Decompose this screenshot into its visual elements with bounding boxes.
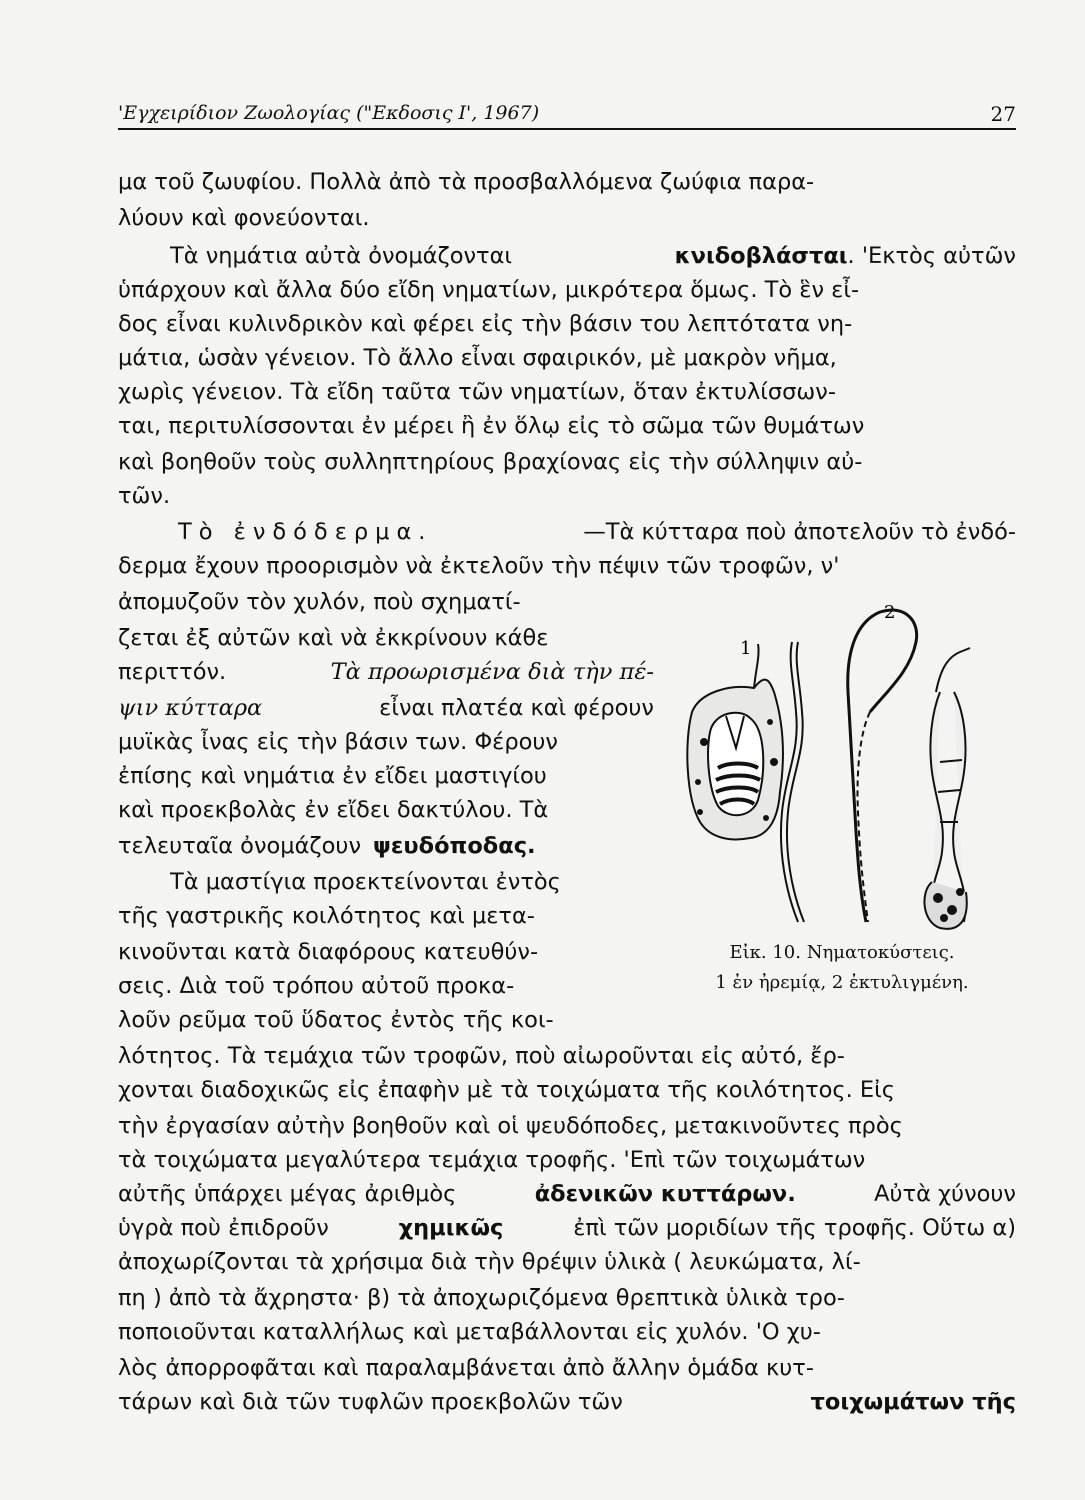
text-line-content: χονται διαδοχικῶς εἰς ἐπαφὴν μὲ τὰ τοιχώματα τῆς κοιλότητος. Εἰς	[118, 1077, 895, 1103]
text-line	[118, 1350, 1016, 1386]
text-line	[118, 898, 654, 934]
text-line-content: ται, περιτυλίσσονται ἐν μέρει ἢ ἐν ὅλῳ εἰς τὸ σῶμα τῶν θυμάτων	[118, 413, 865, 439]
running-header	[118, 98, 1016, 130]
text-line	[118, 306, 1016, 342]
figure-caption-title: Εἰκ. 10. Νηματοκύστεις.	[729, 942, 955, 963]
text-line-content: περιττόν.	[118, 659, 227, 685]
text-line	[170, 238, 1016, 274]
text-line-content: Τὰ μαστίγια προεκτείνονται ἐντὸς	[170, 869, 561, 895]
text-line-content: τὴν ἐργασίαν αὐτὴν βοηθοῦν καὶ οἱ ψευδόποδες, μετακινοῦντες πρὸς	[118, 1113, 903, 1139]
nematocyst-discharged	[848, 610, 970, 929]
text-line-content: ἀπομυζοῦν τὸν χυλόν, ποὺ σχηματί-	[118, 589, 521, 615]
text-line-content: ὑπάρχουν καὶ ἄλλα δύο εἴδη νηματίων, μικρότερα ὅμως. Τὸ ἓν εἶ-	[118, 277, 860, 303]
text-line	[118, 1038, 1016, 1074]
text-line-content: ἐπὶ τῶν μοριδίων τῆς τροφῆς. Οὕτω α)	[573, 1215, 1016, 1241]
text-line	[118, 1244, 1016, 1280]
text-line-content: καὶ βοηθοῦν τοὺς συλληπτηρίους βραχίονας εἰς τὴν σύλληψιν αὐ-	[118, 449, 863, 475]
text-line-content: . 'Εκτὸς αὐτῶν	[847, 243, 1016, 269]
text-line-content: μα τοῦ ζωυφίου. Πολλὰ ἀπὸ τὰ προσβαλλόμενα ζωύφια παρα-	[118, 169, 815, 195]
text-line	[118, 272, 1016, 308]
text-line	[118, 690, 654, 726]
term-adenikon-kyttaron: ἀδενικῶν κυττάρων.	[534, 1181, 796, 1207]
text-line-content: ἐπίσης καὶ νημάτια ἐν εἴδει μαστιγίου	[118, 763, 547, 789]
text-line	[118, 1280, 1016, 1316]
text-line-content: τὰ τοιχώματα μεγαλύτερα τεμάχια τροφῆς. 'Επὶ τῶν τοιχωμάτων	[118, 1147, 866, 1173]
text-line	[170, 864, 654, 900]
text-line-content: δος εἶναι κυλινδρικὸν καὶ φέρει εἰς τὴν βάσιν του λεπτότατα νη-	[118, 311, 853, 337]
italic-text: Τὰ προωρισμένα διὰ τὴν πέ-	[330, 659, 654, 685]
text-line-content: λὸς ἀπορροφᾶται καὶ παραλαμβάνεται ἀπὸ ἄλλην ὁμάδα κυτ-	[118, 1355, 814, 1381]
text-line-content: τάρων καὶ διὰ τῶν τυφλῶν προεκβολῶν τῶν	[118, 1389, 623, 1415]
text-line-content: λότητος. Τὰ τεμάχια τῶν τροφῶν, ποὺ αἰωροῦνται εἰς αὐτό, ἔρ-	[118, 1043, 845, 1069]
text-line-content: εἶναι πλατέα καὶ φέρουν	[379, 695, 654, 721]
text-line-content: τοιχωμάτων τῆς	[810, 1389, 1016, 1415]
text-line	[118, 1384, 1016, 1420]
text-line-content: τῶν.	[118, 483, 171, 509]
text-line-content: τελευταῖα ὀνομάζουν	[118, 833, 362, 859]
text-line	[118, 1210, 1016, 1246]
text-line-content: ἀποχωρίζονται τὰ χρήσιμα διὰ τὴν θρέψιν ὑλικὰ ( λευκώματα, λί-	[118, 1249, 861, 1275]
nematocyst-thread	[781, 642, 804, 922]
text-line	[118, 968, 654, 1004]
text-line	[118, 1314, 1016, 1350]
nematocyst-illustration	[670, 592, 1010, 942]
text-line	[118, 1142, 1016, 1178]
text-line-content: λοῦν ρεῦμα τοῦ ὕδατος ἐντὸς τῆς κοι-	[118, 1007, 554, 1033]
text-line	[118, 584, 654, 620]
figure-caption-legend: 1 ἐν ἠρεμίᾳ, 2 ἐκτυλιγμένη.	[715, 972, 969, 993]
text-line	[118, 548, 1016, 584]
text-line-content: δερμα ἔχουν προορισμὸν νὰ ἐκτελοῦν τὴν πέψιν τῶν τροφῶν, ν'	[118, 553, 840, 579]
text-line	[118, 654, 654, 690]
text-line	[118, 408, 1016, 444]
italic-text: ψιν κύτταρα	[118, 695, 263, 721]
section-heading-endoderm: Τὸ ἐνδόδερμα.	[178, 519, 433, 545]
text-line	[118, 1072, 1016, 1108]
text-line	[118, 1108, 1016, 1144]
header-title: 'Εγχειρίδιον Ζωολογίας ("Εκδοσις Ι', 1967)	[118, 102, 540, 124]
text-line-content: λύουν καὶ φονεύονται.	[118, 205, 370, 231]
text-line-content: καὶ προεκβολὰς ἐν εἴδει δακτύλου. Τὰ	[118, 797, 549, 823]
text-line	[118, 1176, 1016, 1212]
text-line	[118, 792, 654, 828]
text-line-content: αὐτῆς ὑπάρχει μέγας ἀριθμὸς	[118, 1181, 457, 1207]
text-line-content: κινοῦνται κατὰ διαφόρους κατευθύν-	[118, 939, 539, 965]
text-line	[118, 758, 654, 794]
text-line	[118, 934, 654, 970]
text-line-content: —Τὰ κύτταρα ποὺ ἀποτελοῦν τὸ ἐνδό-	[583, 519, 1016, 545]
text-line	[118, 478, 1016, 514]
text-line	[118, 724, 654, 760]
text-line-content: ὑγρὰ ποὺ ἐπιδροῦν	[118, 1215, 329, 1241]
term-chimikos: χημικῶς	[398, 1215, 504, 1241]
text-line-content: τῆς γαστρικῆς κοιλότητος καὶ μετα-	[118, 903, 535, 929]
figure-label-2: 2	[884, 602, 896, 623]
page-number: 27	[990, 102, 1016, 126]
text-line	[118, 164, 1016, 200]
text-line	[118, 620, 654, 656]
text-line-content: μάτια, ὡσὰν γένειον. Τὸ ἄλλο εἶναι σφαιρικόν, μὲ μακρὸν νῆμα,	[118, 345, 837, 371]
nematocyst-resting	[687, 644, 783, 839]
text-line	[178, 514, 1016, 550]
text-line-content: σεις. Διὰ τοῦ τρόπου αὐτοῦ προκα-	[118, 973, 515, 999]
text-line-content: χωρὶς γένειον. Τὰ εἴδη ταῦτα τῶν νηματίων, ὅταν ἐκτυλίσσων-	[118, 379, 836, 405]
text-line-content: ποποιοῦνται καταλλήλως καὶ μεταβάλλονται εἰς χυλόν. 'Ο χυ-	[118, 1319, 821, 1345]
term-pseudopodas: ψευδόποδας.	[373, 833, 536, 859]
text-line-content: μυϊκὰς ἶνας εἰς τὴν βάσιν των. Φέρουν	[118, 729, 558, 755]
text-line-content: ζεται ἐξ αὐτῶν καὶ νὰ ἐκκρίνουν κάθε	[118, 625, 549, 651]
term-knidoblastai: κνιδοβλάσται	[674, 243, 848, 269]
text-line-content: Αὐτὰ χύνουν	[874, 1181, 1016, 1207]
text-line	[118, 374, 1016, 410]
text-line-content: Τὰ νημάτια αὐτὰ ὀνομάζονται	[170, 243, 513, 269]
text-line	[118, 1002, 654, 1038]
figure-nematocysts	[670, 592, 1010, 942]
text-line-content: πη ) ἀπὸ τὰ ἄχρηστα· β) τὰ ἀποχωριζόμενα θρεπτικὰ ὑλικὰ τρο-	[118, 1285, 845, 1311]
text-line	[118, 200, 1016, 236]
text-line	[118, 340, 1016, 376]
text-line	[118, 444, 1016, 480]
figure-label-1: 1	[740, 638, 752, 659]
